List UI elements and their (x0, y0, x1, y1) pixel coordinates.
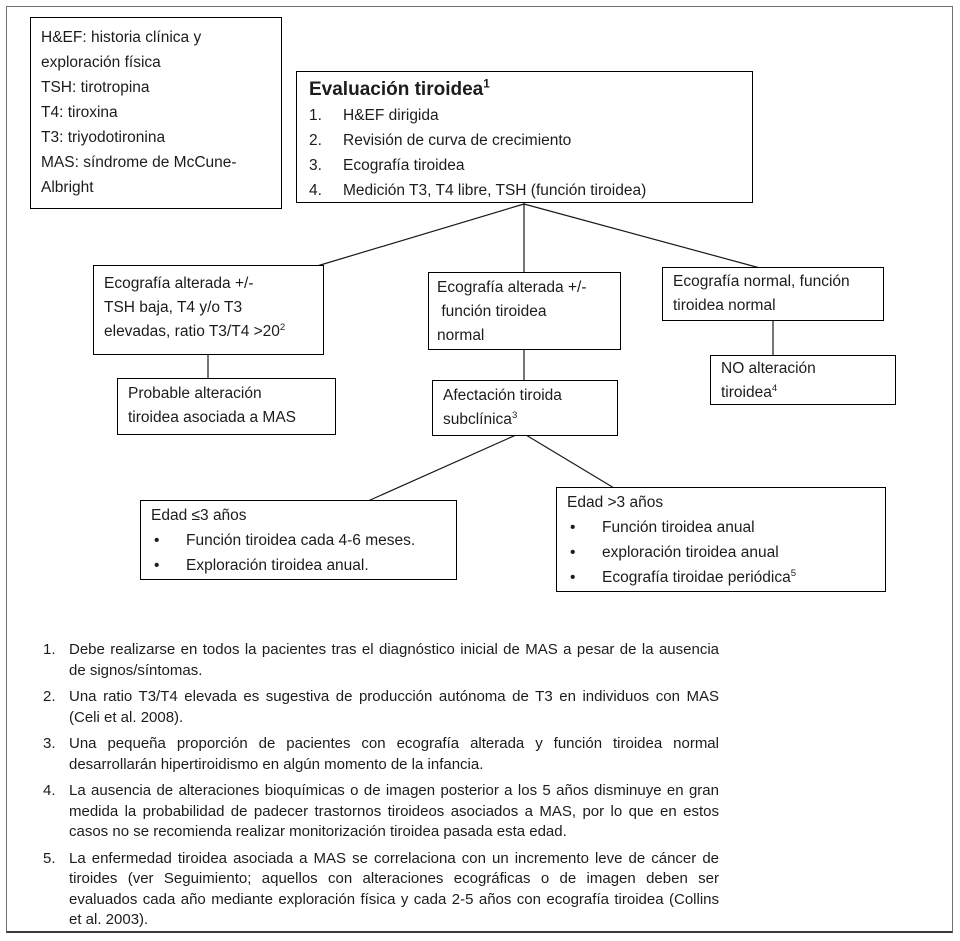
footnote-number: 4. (43, 782, 56, 799)
bullet-marker: • (570, 569, 576, 586)
footnote-item (43, 849, 727, 931)
legend-item: H&EF: historia clínica y exploración física (41, 29, 206, 71)
bullet-marker: • (570, 544, 576, 561)
footnote-item (43, 687, 727, 728)
bullet-text: Función tiroidea cada 4-6 meses. (186, 532, 416, 549)
footnote-item (43, 640, 727, 681)
evaluation-title-text: Evaluación tiroidea (309, 79, 484, 100)
bullet-text-inner: Ecografía tiroidae periódica (602, 569, 791, 586)
footnotes-list (43, 640, 727, 937)
footnote-item (43, 734, 727, 775)
footnote-text: Debe realizarse en todos la pacientes tras el diagnóstico inicial de MAS a pesar de la ausencia de signos/síntomas. (69, 641, 719, 679)
evaluation-box (296, 71, 753, 203)
superscript-ref: 2 (279, 321, 286, 333)
step-text: Medición T3, T4 libre, TSH (función tiroidea) (343, 182, 647, 199)
footnote-number: 2. (43, 688, 56, 705)
footnote-item (43, 781, 727, 843)
box-text-line (443, 408, 607, 432)
followup-box-age-over-3 (556, 487, 886, 592)
evaluation-title (309, 77, 740, 103)
legend-item: MAS: síndrome de McCune-Albright (41, 154, 237, 196)
step-number: 4. (309, 182, 322, 199)
footnote-number: 3. (43, 735, 56, 752)
bullet-item (151, 553, 446, 578)
bullet-item (567, 515, 875, 540)
bullet-item (567, 565, 875, 590)
superscript-ref: 1 (483, 77, 490, 91)
bullet-text: Exploración tiroidea anual. (186, 557, 369, 574)
footnote-text: Una ratio T3/T4 elevada es sugestiva de producción autónoma de T3 en individuos con MAS (Celi et al. 2008). (69, 688, 719, 726)
step-number: 3. (309, 157, 322, 174)
bullet-marker: • (154, 557, 160, 574)
box-text-line: Afectación tiroida (443, 387, 562, 404)
age-group-title: Edad ≤3 años (151, 507, 247, 524)
step-text: Ecografía tiroidea (343, 157, 465, 174)
step-number: 2. (309, 132, 322, 149)
box-text-line: TSH baja, T4 y/o T3 (104, 299, 243, 316)
bullet-item (567, 540, 875, 565)
outcome-box-subclinical-involvement (432, 380, 618, 436)
box-text-line: normal (437, 327, 485, 344)
evaluation-step (309, 103, 740, 128)
box-text-line: función tiroidea (437, 303, 547, 320)
box-text-line: tiroidea asociada a MAS (128, 409, 297, 426)
footnote-text: La ausencia de alteraciones bioquímicas o de imagen posterior a los 5 años disminuye en gran medida la probabilidad de padecer trastornos tiroideos asociados a MAS, por lo que en estos casos no se recomienda realizar monitorización tiroidea pasada esta edad. (69, 782, 719, 840)
abbreviations-legend-box (30, 17, 282, 209)
box-text-line (104, 320, 313, 344)
outcome-box-no-alteration (710, 355, 896, 405)
box-text: tiroidea (721, 384, 772, 401)
bullet-marker: • (570, 519, 576, 536)
bullet-text (602, 565, 875, 590)
superscript-ref: 4 (771, 382, 778, 394)
step-number: 1. (309, 107, 322, 124)
box-text-line: Ecografía alterada +/- (104, 275, 254, 292)
legend-item: T3: triyodotironina (41, 129, 166, 146)
evaluation-step (309, 128, 740, 153)
footnote-text: La enfermedad tiroidea asociada a MAS se correlaciona con un incremento leve de cáncer de tiroides (ver Seguimiento; aquellos con alteraciones ecográficas o de imagen deben ser evaluados cada año mediante exploración física y cada 2-5 años con ecografía tiroidea (Collins et al. 2003). (69, 849, 719, 928)
box-text: subclínica (443, 411, 512, 428)
footnote-text: Una pequeña proporción de pacientes con ecografía alterada y función tiroidea normal desarrollarán hipertiroidismo en algún momento de la infancia. (69, 735, 719, 773)
step-text: H&EF dirigida (343, 107, 439, 124)
superscript-ref: 5 (790, 567, 797, 579)
legend-item: T4: tiroxina (41, 104, 118, 121)
branch-box-echo-altered-function-altered (93, 265, 324, 355)
outcome-box-probable-alteration (117, 378, 336, 435)
box-text-line: Ecografía alterada +/- (437, 279, 587, 296)
box-text-line (721, 381, 885, 405)
step-text: Revisión de curva de crecimiento (343, 132, 572, 149)
box-text-line: Ecografía normal, función (673, 273, 850, 290)
box-text-line: Probable alteración (128, 385, 262, 402)
bullet-marker: • (154, 532, 160, 549)
bullet-item (151, 528, 446, 553)
branch-box-echo-normal-function-normal (662, 267, 884, 321)
box-text: elevadas, ratio T3/T4 >20 (104, 323, 280, 340)
branch-box-echo-altered-function-normal (428, 272, 621, 350)
box-text-line: NO alteración (721, 360, 816, 377)
footnote-number: 5. (43, 849, 56, 867)
superscript-ref: 3 (511, 409, 518, 421)
age-group-title: Edad >3 años (567, 494, 664, 511)
legend-item: TSH: tirotropina (41, 79, 150, 96)
evaluation-step (309, 153, 740, 178)
bullet-text: exploración tiroidea anual (602, 544, 779, 561)
footnote-number: 1. (43, 641, 56, 658)
evaluation-step (309, 178, 740, 203)
bullet-text: Función tiroidea anual (602, 519, 755, 536)
box-text-line: tiroidea normal (673, 297, 776, 314)
followup-box-age-under-3 (140, 500, 457, 580)
